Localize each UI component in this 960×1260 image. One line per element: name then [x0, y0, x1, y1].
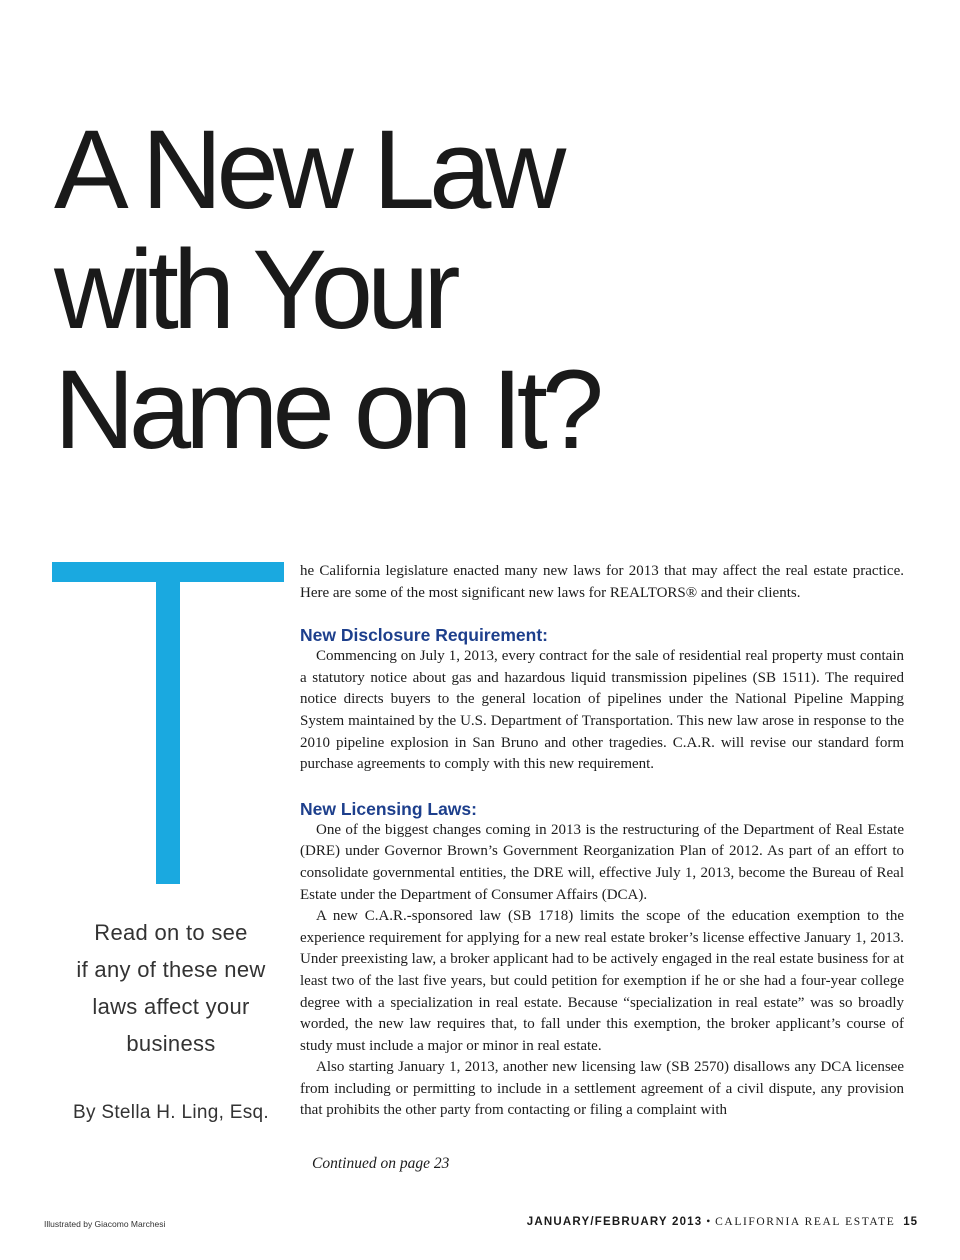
body-paragraph: Also starting January 1, 2013, another new licensing law (SB 2570) disallows any DCA licensee from including or permitting to include in a settlement agreement of a civil dispute, any provision that prohibits the other party from contacting or filing a complaint with — [300, 1059, 904, 1119]
deck-line: if any of these new — [76, 957, 266, 982]
article-headline — [54, 107, 599, 472]
headline-line-2: with Your — [54, 227, 455, 352]
headline-line-1: A New Law — [54, 107, 561, 232]
section-heading-disclosure: New Disclosure Requirement: — [300, 625, 548, 646]
section-heading-licensing: New Licensing Laws: — [300, 798, 477, 819]
article-body — [300, 561, 904, 1122]
drop-cap-stem — [156, 562, 180, 884]
deck-line: Read on to see — [94, 920, 248, 945]
page-number: 15 — [903, 1216, 918, 1228]
author-byline: By Stella H. Ling, Esq. — [73, 1102, 269, 1123]
body-paragraph: Commencing on July 1, 2013, every contract for the sale of residential real property must contain a statutory notice about gas and hazardous liquid transmission pipelines (SB 1511). The required notice directs buyers to the general location of pipelines under the National Pipeline Mapping System maintained by the U.S. Department of Transportation. This new law arose in response to the 2010 pipeline explosion in San Bruno and other tragedies. C.A.R. will revise our standard form purchase agreements to comply with this new requirement. — [300, 648, 904, 773]
deck-line: laws affect your — [92, 994, 250, 1019]
body-paragraph: A new C.A.R.-sponsored law (SB 1718) limits the scope of the education exemption to the experience requirement for applying for a new real estate broker’s license effective January 1, 2013. Under preexisting law, a broker applicant had to be actively engaged in the real estate business for at least two of the last five years, but could petition for exemption if he or she had a four-year college degree with a specialization in real estate. Because “specialization in real estate” was so broadly worded, the new law requires that, to fall under this exemption, the broker applicant’s course of study must include a major or minor in real estate. — [300, 908, 904, 1054]
headline-line-3: Name on It? — [54, 347, 599, 472]
magazine-name: CALIFORNIA REAL ESTATE — [715, 1216, 896, 1228]
body-paragraph: One of the biggest changes coming in 2013 is the restructuring of the Department of Real Estate (DRE) under Governor Brown’s Government Reorganization Plan of 2012. As part of an effort to consolidate governmental entities, the DRE will, effective July 1, 2013, become the Bureau of Real Estate under the Department of Consumer Affairs (DCA). — [300, 821, 904, 903]
continued-jump-line: Continued on page 23 — [312, 1155, 450, 1172]
illustration-credit: Illustrated by Giacomo Marchesi — [44, 1219, 166, 1229]
deck-text — [60, 914, 282, 1062]
footer-separator: • — [706, 1216, 712, 1228]
drop-cap-letter-t — [52, 562, 284, 884]
page-footer — [527, 1216, 918, 1228]
intro-paragraph: he California legislature enacted many new laws for 2013 that may affect the real estate practice. Here are some of the most significant new laws for REALTORS® and their clients. — [300, 563, 904, 601]
issue-date: JANUARY/FEBRUARY 2013 — [526, 1216, 703, 1228]
deck-line: business — [126, 1031, 216, 1056]
